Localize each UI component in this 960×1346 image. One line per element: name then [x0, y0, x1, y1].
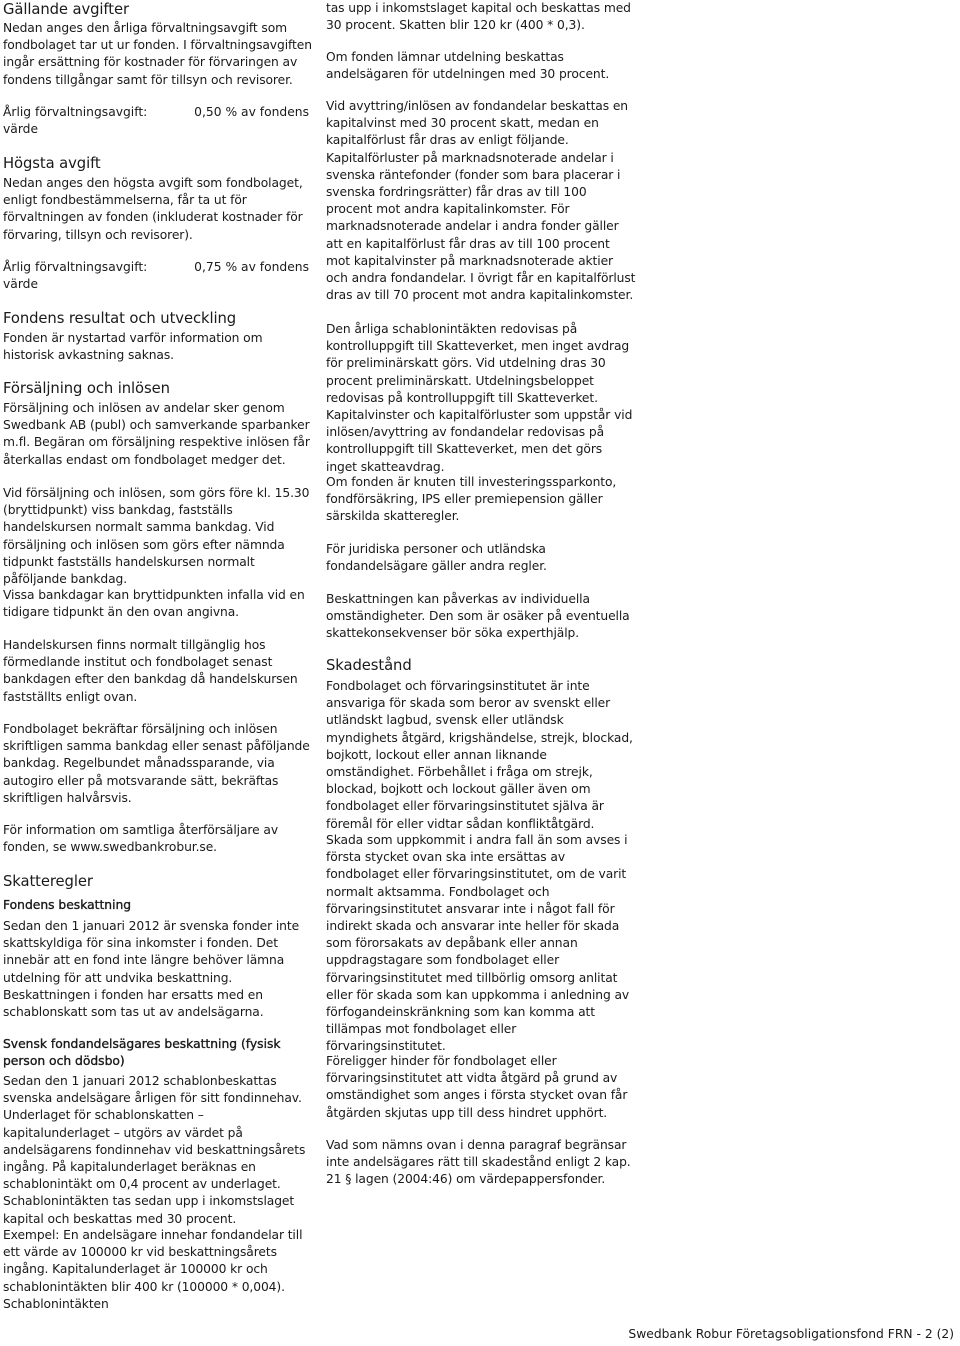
sales-paragraph-6: För information om samtliga återförsäljare av fonden, se www.swedbankrobur.se. — [3, 823, 279, 855]
results-heading: Fondens resultat och utveckling — [3, 310, 237, 327]
sales-paragraph-3: Vissa bankdagar kan bryttidpunkten infalla vid en tidigare tidpunkt än den ovan angivna. — [3, 588, 305, 620]
holder-tax-subheading: Svensk fondandelsägares beskattning (fysisk person och dödsbo) — [3, 1037, 281, 1069]
fund-tax-text: Sedan den 1 januari 2012 är svenska fonder inte skattskyldiga för sina inkomster i fonden. Det innebär att en fond inte längre behöver lämna utdelning för att undvika beskattning. Beskattningen i fonden har ersatts med en schablonskatt som tas ut av andelsägarna. — [3, 919, 300, 1020]
sales-paragraph-4: Handelskursen finns normalt tillgänglig hos förmedlande institut och fondbolaget senast bankdagen efter den bankdag då handelskursen fastställts enligt ovan. — [3, 638, 298, 704]
damages-paragraph-1: Fondbolaget och förvaringsinstitutet är inte ansvariga för skada som beror av svenskt eller utländskt lagbud, svensk eller utländsk myndighets åtgärd, krigshändelse, strejk, blockad, bojkott, lockout eller annan liknande omständighet. Förbehållet i fråga om strejk, blockad, bojkott och lockout gäller även om fondbolaget eller förvaringsinstitutet själva är föremål för eller vidtar sådan konfliktåtgärd. — [326, 679, 633, 831]
results-text: Fonden är nystartad varför information om historisk avkastning saknas. — [3, 331, 263, 363]
fee-unit: värde — [3, 122, 39, 137]
tax-paragraph-6: För juridiska personer och utländska fondandelsägare gäller andra regler. — [326, 542, 547, 574]
fee-value: 0,50 % av fondens — [194, 105, 309, 119]
damages-paragraph-2: Skada som uppkommit i andra fall än som avses i första stycket ovan ska inte ersättas av fondbolaget eller förvaringsinstitutet, om de varit normalt aktsamma. Fondbolaget och förvaringsinstitutet ansvarar inte i något fall för indirekt skada och ansvarar inte heller för skada som förorsakats av depåbank eller annan uppdragstagare som fondbolaget eller förvaringsinstitutet med tillbörlig omsorg anlitat eller för skada som kan uppkomma i anledning av förfogandeinskränkning som kan komma att tillämpas mot fondbolaget eller förvaringsinstitutet. — [326, 833, 630, 1054]
sales-heading: Försäljning och inlösen — [3, 380, 170, 397]
holder-tax-text: Sedan den 1 januari 2012 schablonbeskattas svenska andelsägare årligen för sitt fondinnehav. Underlaget för schablonskatten – kapitalunderlaget – utgörs av värdet på andelsägarens fondinnehav vid beskattningsårets ingång. På kapitalunderlaget beräknas en schablonintäkt om 0,4 procent av underlaget. Schablonintäkten tas sedan upp i inkomstslaget kapital och beskattas med 30 procent. — [3, 1074, 306, 1226]
sales-paragraph-2: Vid försäljning och inlösen, som görs före kl. 15.30 (bryttidpunkt) viss bankdag, fastställs handelskursen normalt samma bankdag. Vid försäljning och inlösen som görs efter nämnda tidpunkt fastställs handelskursen normalt påföljande bankdag. — [3, 486, 310, 587]
damages-paragraph-4: Vad som nämns ovan i denna paragraf begränsar inte andelsägares rätt till skadestånd enligt 2 kap. 21 § lagen (2004:46) om värdepappersfonder. — [326, 1138, 631, 1187]
sales-paragraph-5: Fondbolaget bekräftar försäljning och inlösen skriftligen samma bankdag eller senast påföljande bankdag. Regelbundet månadssparande, via autogiro eller på motsvarande sätt, bekräftas skriftligen halvårsvis. — [3, 722, 310, 805]
example-text: Exempel: En andelsägare innehar fondandelar till ett värde av 100000 kr vid beskattningsårets ingång. Kapitalunderlaget är 100000 kr och schablonintäkten blir 400 kr (100000 * 0,004). Schablonintäkten — [3, 1228, 303, 1311]
tax-paragraph-2: Om fonden lämnar utdelning beskattas andelsägaren för utdelningen med 30 procent. — [326, 50, 610, 82]
max-fee-heading: Högsta avgift — [3, 155, 101, 172]
tax-heading: Skatteregler — [3, 873, 93, 890]
current-fee-text: Nedan anges den årliga förvaltningsavgift som fondbolaget tar ut ur fonden. I förvaltningsavgiften ingår ersättning för kostnader för förvaringen av fondens tillgångar samt för tillsyn och revisorer. — [3, 21, 312, 87]
fee-label: Årlig förvaltningsavgift: — [3, 260, 148, 274]
fund-tax-subheading: Fondens beskattning — [3, 898, 132, 912]
tax-paragraph-4: Den årliga schablonintäkten redovisas på kontrolluppgift till Skatteverket, men inget avdrag för preliminärskatt görs. Vid utdelning dras 30 procent preliminärskatt. Utdelningsbeloppet redovisas på kontrolluppgift till Skatteverket. Kapitalvinster och kapitalförluster som uppstår vid inlösen/avyttring av fondandelar redovisas på kontrolluppgift till Skatteverket, men det görs inget skatteavdrag. — [326, 322, 633, 474]
damages-paragraph-3: Föreligger hinder för fondbolaget eller förvaringsinstitutet att vidta åtgärd på grund av omständighet som anges i första stycket ovan får åtgärden skjutas upp till dess hindret upphört. — [326, 1054, 628, 1120]
fee-unit: värde — [3, 277, 39, 292]
page-footer: Swedbank Robur Företagsobligationsfond FRN - 2 (2) — [628, 1327, 954, 1341]
tax-paragraph-7: Beskattningen kan påverkas av individuella omständigheter. Den som är osäker på eventuella skattekonsekvenser bör söka experthjälp. — [326, 592, 630, 641]
max-fee-text: Nedan anges den högsta avgift som fondbolaget, enligt fondbestämmelserna, får ta ut för förvaltningen av fonden (inkluderat kostnader för förvaring, tillsyn och revisorer). — [3, 176, 303, 242]
fee-value: 0,75 % av fondens — [194, 260, 309, 274]
tax-paragraph-3: Vid avyttring/inlösen av fondandelar beskattas en kapitalvinst med 30 procent skatt, medan en kapitalförlust får dras av enligt följande. Kapitalförluster på marknadsnoterade andelar i svenska räntefonder (fonder som bara placerar i svenska fordringsrätter) får dras av till 100 procent mot andra kapitalinkomster. För marknadsnoterade andelar i andra fonder gäller att en kapitalförlust får dras av till 100 procent mot kapitalvinster på marknadsnoterade aktier och andra fondandelar. I övrigt får en kapitalförlust dras av till 70 procent mot andra kapitalinkomster. — [326, 99, 636, 303]
current-fee-heading: Gällande avgifter — [3, 1, 129, 18]
tax-paragraph-5: Om fonden är knuten till investeringssparkonto, fondförsäkring, IPS eller premiepension gäller särskilda skatteregler. — [326, 475, 617, 524]
fee-label: Årlig förvaltningsavgift: — [3, 105, 148, 119]
sales-paragraph-1: Försäljning och inlösen av andelar sker genom Swedbank AB (publ) och samverkande sparbanker m.fl. Begäran om försäljning respektive inlösen får återkallas endast om fondbolaget medger det. — [3, 401, 310, 467]
damages-heading: Skadestånd — [326, 657, 412, 674]
tax-paragraph-1: tas upp i inkomstslaget kapital och beskattas med 30 procent. Skatten blir 120 kr (400 * 0,3). — [326, 1, 631, 33]
